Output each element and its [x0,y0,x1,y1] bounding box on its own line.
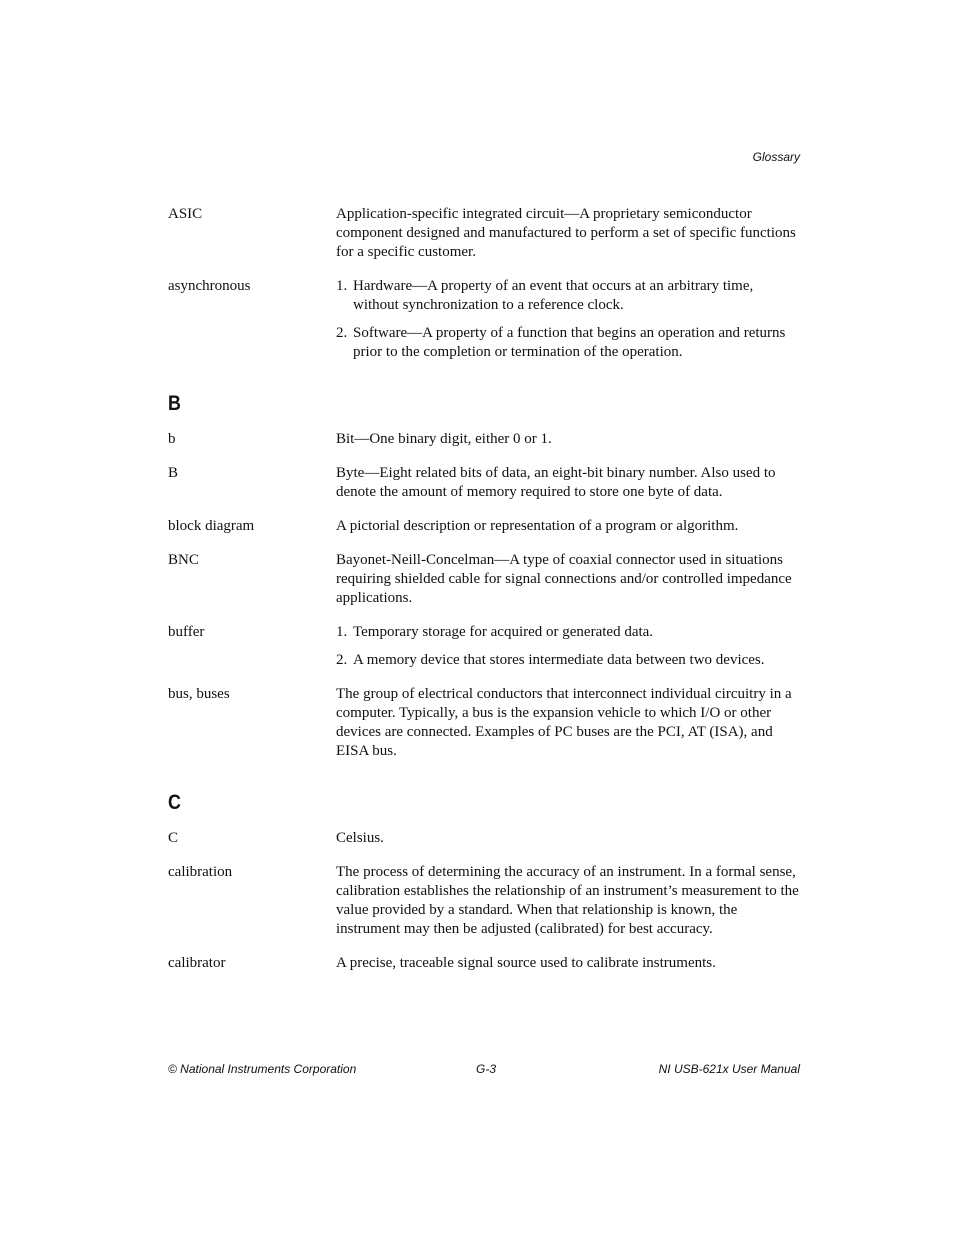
list-text: Temporary storage for acquired or generated data. [353,624,654,640]
glossary-entry [168,829,800,848]
glossary-term: calibration [168,864,233,880]
footer-copyright: © National Instruments Corporation [168,1062,357,1076]
glossary-definition: A precise, traceable signal source used to calibrate instruments. [336,955,716,971]
glossary-entry [168,685,800,761]
definition-list [336,277,800,362]
list-text: Software—A property of a function that begins an operation and returns prior to the completion or termination of the operation. [353,325,786,360]
definition-list-item [336,277,800,315]
glossary-term: bus, buses [168,686,230,702]
definition-list-item [336,324,800,362]
glossary-definition: The process of determining the accuracy of an instrument. In a formal sense, calibration establishes the relationship of an instrument’s measurement to the value provided by a standard. When that relationship is known, the instrument may then be adjusted (calibrated) for best accuracy. [336,864,799,937]
list-number: 1. [336,624,348,640]
glossary-content [168,205,800,988]
glossary-term: C [168,830,179,846]
list-number: 2. [336,325,348,341]
glossary-term: buffer [168,624,205,640]
glossary-entry [168,277,800,362]
section-letter: B [168,392,181,415]
footer-page-number: G-3 [476,1062,497,1076]
glossary-entry [168,464,800,502]
definition-list [336,623,800,670]
footer-manual-title: NI USB-621x User Manual [658,1062,800,1076]
definition-list-item [336,623,800,642]
glossary-term: block diagram [168,518,255,534]
list-text: Hardware—A property of an event that occurs at an arbitrary time, without synchronization to a reference clock. [353,278,754,313]
glossary-definition: The group of electrical conductors that interconnect individual circuitry in a computer. Typically, a bus is the expansion vehicle to which I/O or other devices are connected. Examples of PC buses are the PCI, AT (ISA), and EISA bus. [336,686,792,759]
glossary-entry [168,623,800,670]
running-head: Glossary [752,150,800,164]
glossary-entry [168,430,800,449]
glossary-definition: Byte—Eight related bits of data, an eight-bit binary number. Also used to denote the amount of memory required to store one byte of data. [336,465,776,500]
glossary-entry [168,863,800,939]
glossary-definition: Celsius. [336,830,384,846]
glossary-definition: Bit—One binary digit, either 0 or 1. [336,431,552,447]
glossary-term: b [168,431,176,447]
glossary-entry [168,954,800,973]
glossary-entry [168,551,800,608]
glossary-entry [168,517,800,536]
definition-list-item [336,651,800,670]
glossary-term: asynchronous [168,278,251,294]
glossary-definition: Application-specific integrated circuit—A proprietary semiconductor component designed and manufactured to perform a set of specific functions for a specific customer. [336,206,796,260]
glossary-definition: Bayonet-Neill-Concelman—A type of coaxial connector used in situations requiring shielded cable for signal connections and/or controlled impedance applications. [336,552,792,606]
glossary-term: B [168,465,179,481]
glossary-term: ASIC [168,206,203,222]
glossary-term: BNC [168,552,199,568]
glossary-definition [336,277,800,362]
section-letter: C [168,791,181,814]
glossary-term: calibrator [168,955,226,971]
list-number: 2. [336,652,348,668]
list-text: A memory device that stores intermediate data between two devices. [353,652,765,668]
glossary-entry [168,205,800,262]
glossary-definition [336,623,800,670]
glossary-definition: A pictorial description or representation of a program or algorithm. [336,518,739,534]
list-number: 1. [336,278,348,294]
